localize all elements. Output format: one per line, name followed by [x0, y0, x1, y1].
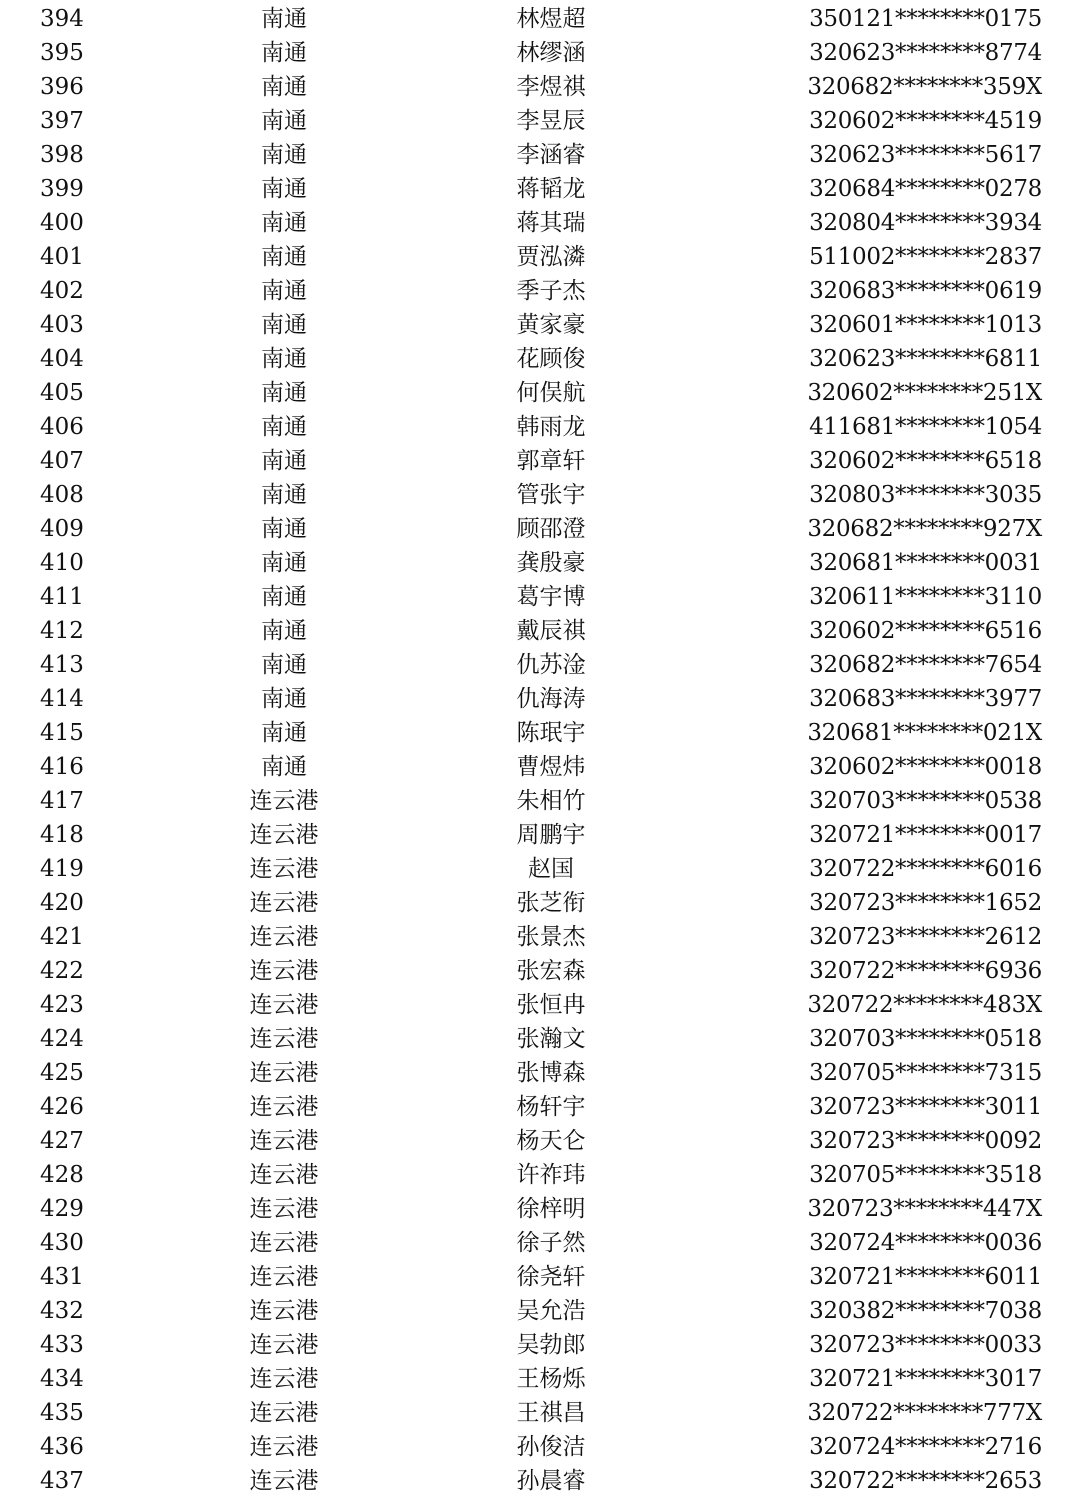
row-number: 437 [40, 1468, 84, 1494]
row-number: 409 [40, 516, 84, 542]
table-row [0, 920, 1080, 954]
name-cell: 蒋韬龙 [516, 176, 586, 202]
table-row [0, 1362, 1080, 1396]
row-number: 405 [40, 380, 84, 406]
id-number-cell: 320724********2716 [809, 1434, 1042, 1460]
id-number-cell: 320703********0518 [809, 1026, 1042, 1052]
id-number-cell: 320705********3518 [809, 1162, 1042, 1188]
name-cell: 曹煜炜 [516, 754, 586, 780]
id-number-cell: 320602********6516 [809, 618, 1042, 644]
name-cell: 张宏森 [516, 958, 586, 984]
row-number: 416 [40, 754, 84, 780]
row-number: 402 [40, 278, 84, 304]
region-cell: 连云港 [249, 1026, 319, 1052]
name-cell: 徐子然 [516, 1230, 586, 1256]
name-cell: 张博森 [516, 1060, 586, 1086]
name-cell: 何俣航 [516, 380, 586, 406]
id-number-cell: 320723********0092 [809, 1128, 1042, 1154]
id-number-cell: 320602********251X [807, 380, 1042, 406]
region-cell: 连云港 [249, 1230, 319, 1256]
table-row [0, 172, 1080, 206]
id-number-cell: 511002********2837 [809, 244, 1042, 270]
row-number: 429 [40, 1196, 84, 1222]
name-cell: 张景杰 [516, 924, 586, 950]
table-row [0, 886, 1080, 920]
table-row [0, 2, 1080, 36]
row-number: 414 [40, 686, 84, 712]
row-number: 397 [40, 108, 84, 134]
name-cell: 贾泓潾 [516, 244, 586, 270]
id-number-cell: 320602********4519 [809, 108, 1042, 134]
id-number-cell: 320722********777X [807, 1400, 1042, 1426]
name-cell: 陈珉宇 [516, 720, 586, 746]
id-number-cell: 320382********7038 [809, 1298, 1042, 1324]
table-row [0, 376, 1080, 410]
row-number: 407 [40, 448, 84, 474]
region-cell: 南通 [261, 346, 307, 372]
name-cell: 葛宇博 [516, 584, 586, 610]
row-number: 423 [40, 992, 84, 1018]
row-number: 433 [40, 1332, 84, 1358]
region-cell: 南通 [261, 244, 307, 270]
id-number-cell: 320723********447X [807, 1196, 1042, 1222]
region-cell: 连云港 [249, 788, 319, 814]
name-cell: 龚殷豪 [516, 550, 586, 576]
id-number-cell: 320681********0031 [809, 550, 1042, 576]
row-number: 435 [40, 1400, 84, 1426]
name-cell: 李涵睿 [516, 142, 586, 168]
roster-table [0, 2, 1080, 1498]
name-cell: 仇苏淦 [516, 652, 586, 678]
name-cell: 徐梓明 [516, 1196, 586, 1222]
name-cell: 花顾俊 [516, 346, 586, 372]
name-cell: 林煜超 [516, 6, 586, 32]
name-cell: 孙俊洁 [516, 1434, 586, 1460]
name-cell: 张芝衔 [516, 890, 586, 916]
table-row [0, 36, 1080, 70]
table-row [0, 1294, 1080, 1328]
table-row [0, 342, 1080, 376]
row-number: 415 [40, 720, 84, 746]
name-cell: 杨天仑 [516, 1128, 586, 1154]
region-cell: 南通 [261, 686, 307, 712]
table-row [0, 818, 1080, 852]
table-row [0, 1192, 1080, 1226]
name-cell: 蒋其瑞 [516, 210, 586, 236]
name-cell: 徐尧轩 [516, 1264, 586, 1290]
id-number-cell: 320721********0017 [809, 822, 1042, 848]
row-number: 428 [40, 1162, 84, 1188]
name-cell: 赵国 [528, 856, 574, 882]
region-cell: 连云港 [249, 1264, 319, 1290]
id-number-cell: 320703********0538 [809, 788, 1042, 814]
table-row [0, 444, 1080, 478]
table-row [0, 1090, 1080, 1124]
table-row [0, 274, 1080, 308]
id-number-cell: 320602********0018 [809, 754, 1042, 780]
table-row [0, 988, 1080, 1022]
id-number-cell: 411681********1054 [809, 414, 1042, 440]
region-cell: 南通 [261, 482, 307, 508]
name-cell: 管张宇 [516, 482, 586, 508]
region-cell: 南通 [261, 380, 307, 406]
name-cell: 李煜祺 [516, 74, 586, 100]
name-cell: 王祺昌 [516, 1400, 586, 1426]
name-cell: 李昱辰 [516, 108, 586, 134]
region-cell: 南通 [261, 176, 307, 202]
id-number-cell: 320722********2653 [809, 1468, 1042, 1494]
row-number: 425 [40, 1060, 84, 1086]
id-number-cell: 320724********0036 [809, 1230, 1042, 1256]
row-number: 411 [40, 584, 84, 610]
id-number-cell: 320804********3934 [809, 210, 1042, 236]
region-cell: 南通 [261, 720, 307, 746]
name-cell: 黄家豪 [516, 312, 586, 338]
name-cell: 季子杰 [516, 278, 586, 304]
row-number: 406 [40, 414, 84, 440]
row-number: 398 [40, 142, 84, 168]
name-cell: 林缪涵 [516, 40, 586, 66]
id-number-cell: 320623********8774 [809, 40, 1042, 66]
region-cell: 连云港 [249, 924, 319, 950]
table-row [0, 410, 1080, 444]
row-number: 394 [40, 6, 84, 32]
table-row [0, 546, 1080, 580]
region-cell: 连云港 [249, 856, 319, 882]
region-cell: 连云港 [249, 1468, 319, 1494]
name-cell: 许祚玮 [516, 1162, 586, 1188]
table-row [0, 682, 1080, 716]
row-number: 424 [40, 1026, 84, 1052]
region-cell: 连云港 [249, 958, 319, 984]
row-number: 410 [40, 550, 84, 576]
name-cell: 郭章轩 [516, 448, 586, 474]
row-number: 413 [40, 652, 84, 678]
region-cell: 连云港 [249, 1400, 319, 1426]
row-number: 421 [40, 924, 84, 950]
table-row [0, 1430, 1080, 1464]
region-cell: 南通 [261, 312, 307, 338]
row-number: 417 [40, 788, 84, 814]
table-row [0, 852, 1080, 886]
id-number-cell: 320682********359X [807, 74, 1042, 100]
row-number: 401 [40, 244, 84, 270]
name-cell: 仇海涛 [516, 686, 586, 712]
row-number: 420 [40, 890, 84, 916]
region-cell: 连云港 [249, 1366, 319, 1392]
row-number: 427 [40, 1128, 84, 1154]
id-number-cell: 320683********3977 [809, 686, 1042, 712]
id-number-cell: 320623********6811 [809, 346, 1042, 372]
table-row [0, 206, 1080, 240]
region-cell: 南通 [261, 210, 307, 236]
row-number: 396 [40, 74, 84, 100]
row-number: 418 [40, 822, 84, 848]
region-cell: 南通 [261, 74, 307, 100]
table-row [0, 308, 1080, 342]
id-number-cell: 320723********1652 [809, 890, 1042, 916]
region-cell: 南通 [261, 6, 307, 32]
row-number: 395 [40, 40, 84, 66]
region-cell: 连云港 [249, 992, 319, 1018]
table-row [0, 240, 1080, 274]
region-cell: 连云港 [249, 822, 319, 848]
name-cell: 杨轩宇 [516, 1094, 586, 1120]
name-cell: 顾邵澄 [516, 516, 586, 542]
row-number: 399 [40, 176, 84, 202]
region-cell: 连云港 [249, 1332, 319, 1358]
name-cell: 张瀚文 [516, 1026, 586, 1052]
region-cell: 连云港 [249, 1094, 319, 1120]
region-cell: 南通 [261, 754, 307, 780]
row-number: 419 [40, 856, 84, 882]
table-row [0, 1226, 1080, 1260]
region-cell: 南通 [261, 516, 307, 542]
table-row [0, 750, 1080, 784]
row-number: 400 [40, 210, 84, 236]
id-number-cell: 320722********6936 [809, 958, 1042, 984]
region-cell: 南通 [261, 108, 307, 134]
table-row [0, 580, 1080, 614]
id-number-cell: 320722********483X [807, 992, 1042, 1018]
id-number-cell: 320611********3110 [809, 584, 1042, 610]
id-number-cell: 320721********3017 [809, 1366, 1042, 1392]
region-cell: 南通 [261, 448, 307, 474]
region-cell: 连云港 [249, 1298, 319, 1324]
id-number-cell: 320681********021X [807, 720, 1042, 746]
id-number-cell: 320602********6518 [809, 448, 1042, 474]
id-number-cell: 320682********927X [807, 516, 1042, 542]
table-row [0, 648, 1080, 682]
row-number: 408 [40, 482, 84, 508]
table-row [0, 478, 1080, 512]
id-number-cell: 320723********0033 [809, 1332, 1042, 1358]
region-cell: 连云港 [249, 1434, 319, 1460]
table-row [0, 1022, 1080, 1056]
id-number-cell: 320683********0619 [809, 278, 1042, 304]
table-row [0, 614, 1080, 648]
table-row [0, 1328, 1080, 1362]
table-row [0, 104, 1080, 138]
id-number-cell: 320705********7315 [809, 1060, 1042, 1086]
row-number: 404 [40, 346, 84, 372]
name-cell: 吴允浩 [516, 1298, 586, 1324]
name-cell: 朱相竹 [516, 788, 586, 814]
table-row [0, 1056, 1080, 1090]
name-cell: 韩雨龙 [516, 414, 586, 440]
id-number-cell: 320601********1013 [809, 312, 1042, 338]
region-cell: 南通 [261, 584, 307, 610]
region-cell: 南通 [261, 652, 307, 678]
id-number-cell: 320722********6016 [809, 856, 1042, 882]
region-cell: 连云港 [249, 1060, 319, 1086]
name-cell: 周鹏宇 [516, 822, 586, 848]
table-row [0, 1396, 1080, 1430]
name-cell: 张恒冉 [516, 992, 586, 1018]
region-cell: 连云港 [249, 890, 319, 916]
row-number: 422 [40, 958, 84, 984]
row-number: 430 [40, 1230, 84, 1256]
row-number: 431 [40, 1264, 84, 1290]
region-cell: 南通 [261, 414, 307, 440]
id-number-cell: 320623********5617 [809, 142, 1042, 168]
id-number-cell: 320721********6011 [809, 1264, 1042, 1290]
table-row [0, 784, 1080, 818]
id-number-cell: 320684********0278 [809, 176, 1042, 202]
table-row [0, 1260, 1080, 1294]
region-cell: 连云港 [249, 1162, 319, 1188]
region-cell: 南通 [261, 278, 307, 304]
name-cell: 戴辰祺 [516, 618, 586, 644]
region-cell: 连云港 [249, 1196, 319, 1222]
id-number-cell: 320803********3035 [809, 482, 1042, 508]
row-number: 412 [40, 618, 84, 644]
region-cell: 连云港 [249, 1128, 319, 1154]
table-row [0, 138, 1080, 172]
region-cell: 南通 [261, 40, 307, 66]
row-number: 436 [40, 1434, 84, 1460]
id-number-cell: 320723********3011 [809, 1094, 1042, 1120]
row-number: 434 [40, 1366, 84, 1392]
name-cell: 王杨烁 [516, 1366, 586, 1392]
region-cell: 南通 [261, 618, 307, 644]
region-cell: 南通 [261, 142, 307, 168]
id-number-cell: 320682********7654 [809, 652, 1042, 678]
table-row [0, 1124, 1080, 1158]
row-number: 426 [40, 1094, 84, 1120]
id-number-cell: 320723********2612 [809, 924, 1042, 950]
id-number-cell: 350121********0175 [809, 6, 1042, 32]
name-cell: 孙晨睿 [516, 1468, 586, 1494]
table-row [0, 1464, 1080, 1498]
table-row [0, 1158, 1080, 1192]
row-number: 403 [40, 312, 84, 338]
name-cell: 吴勃郎 [516, 1332, 586, 1358]
table-row [0, 716, 1080, 750]
table-row [0, 954, 1080, 988]
region-cell: 南通 [261, 550, 307, 576]
table-row [0, 70, 1080, 104]
table-row [0, 512, 1080, 546]
row-number: 432 [40, 1298, 84, 1324]
